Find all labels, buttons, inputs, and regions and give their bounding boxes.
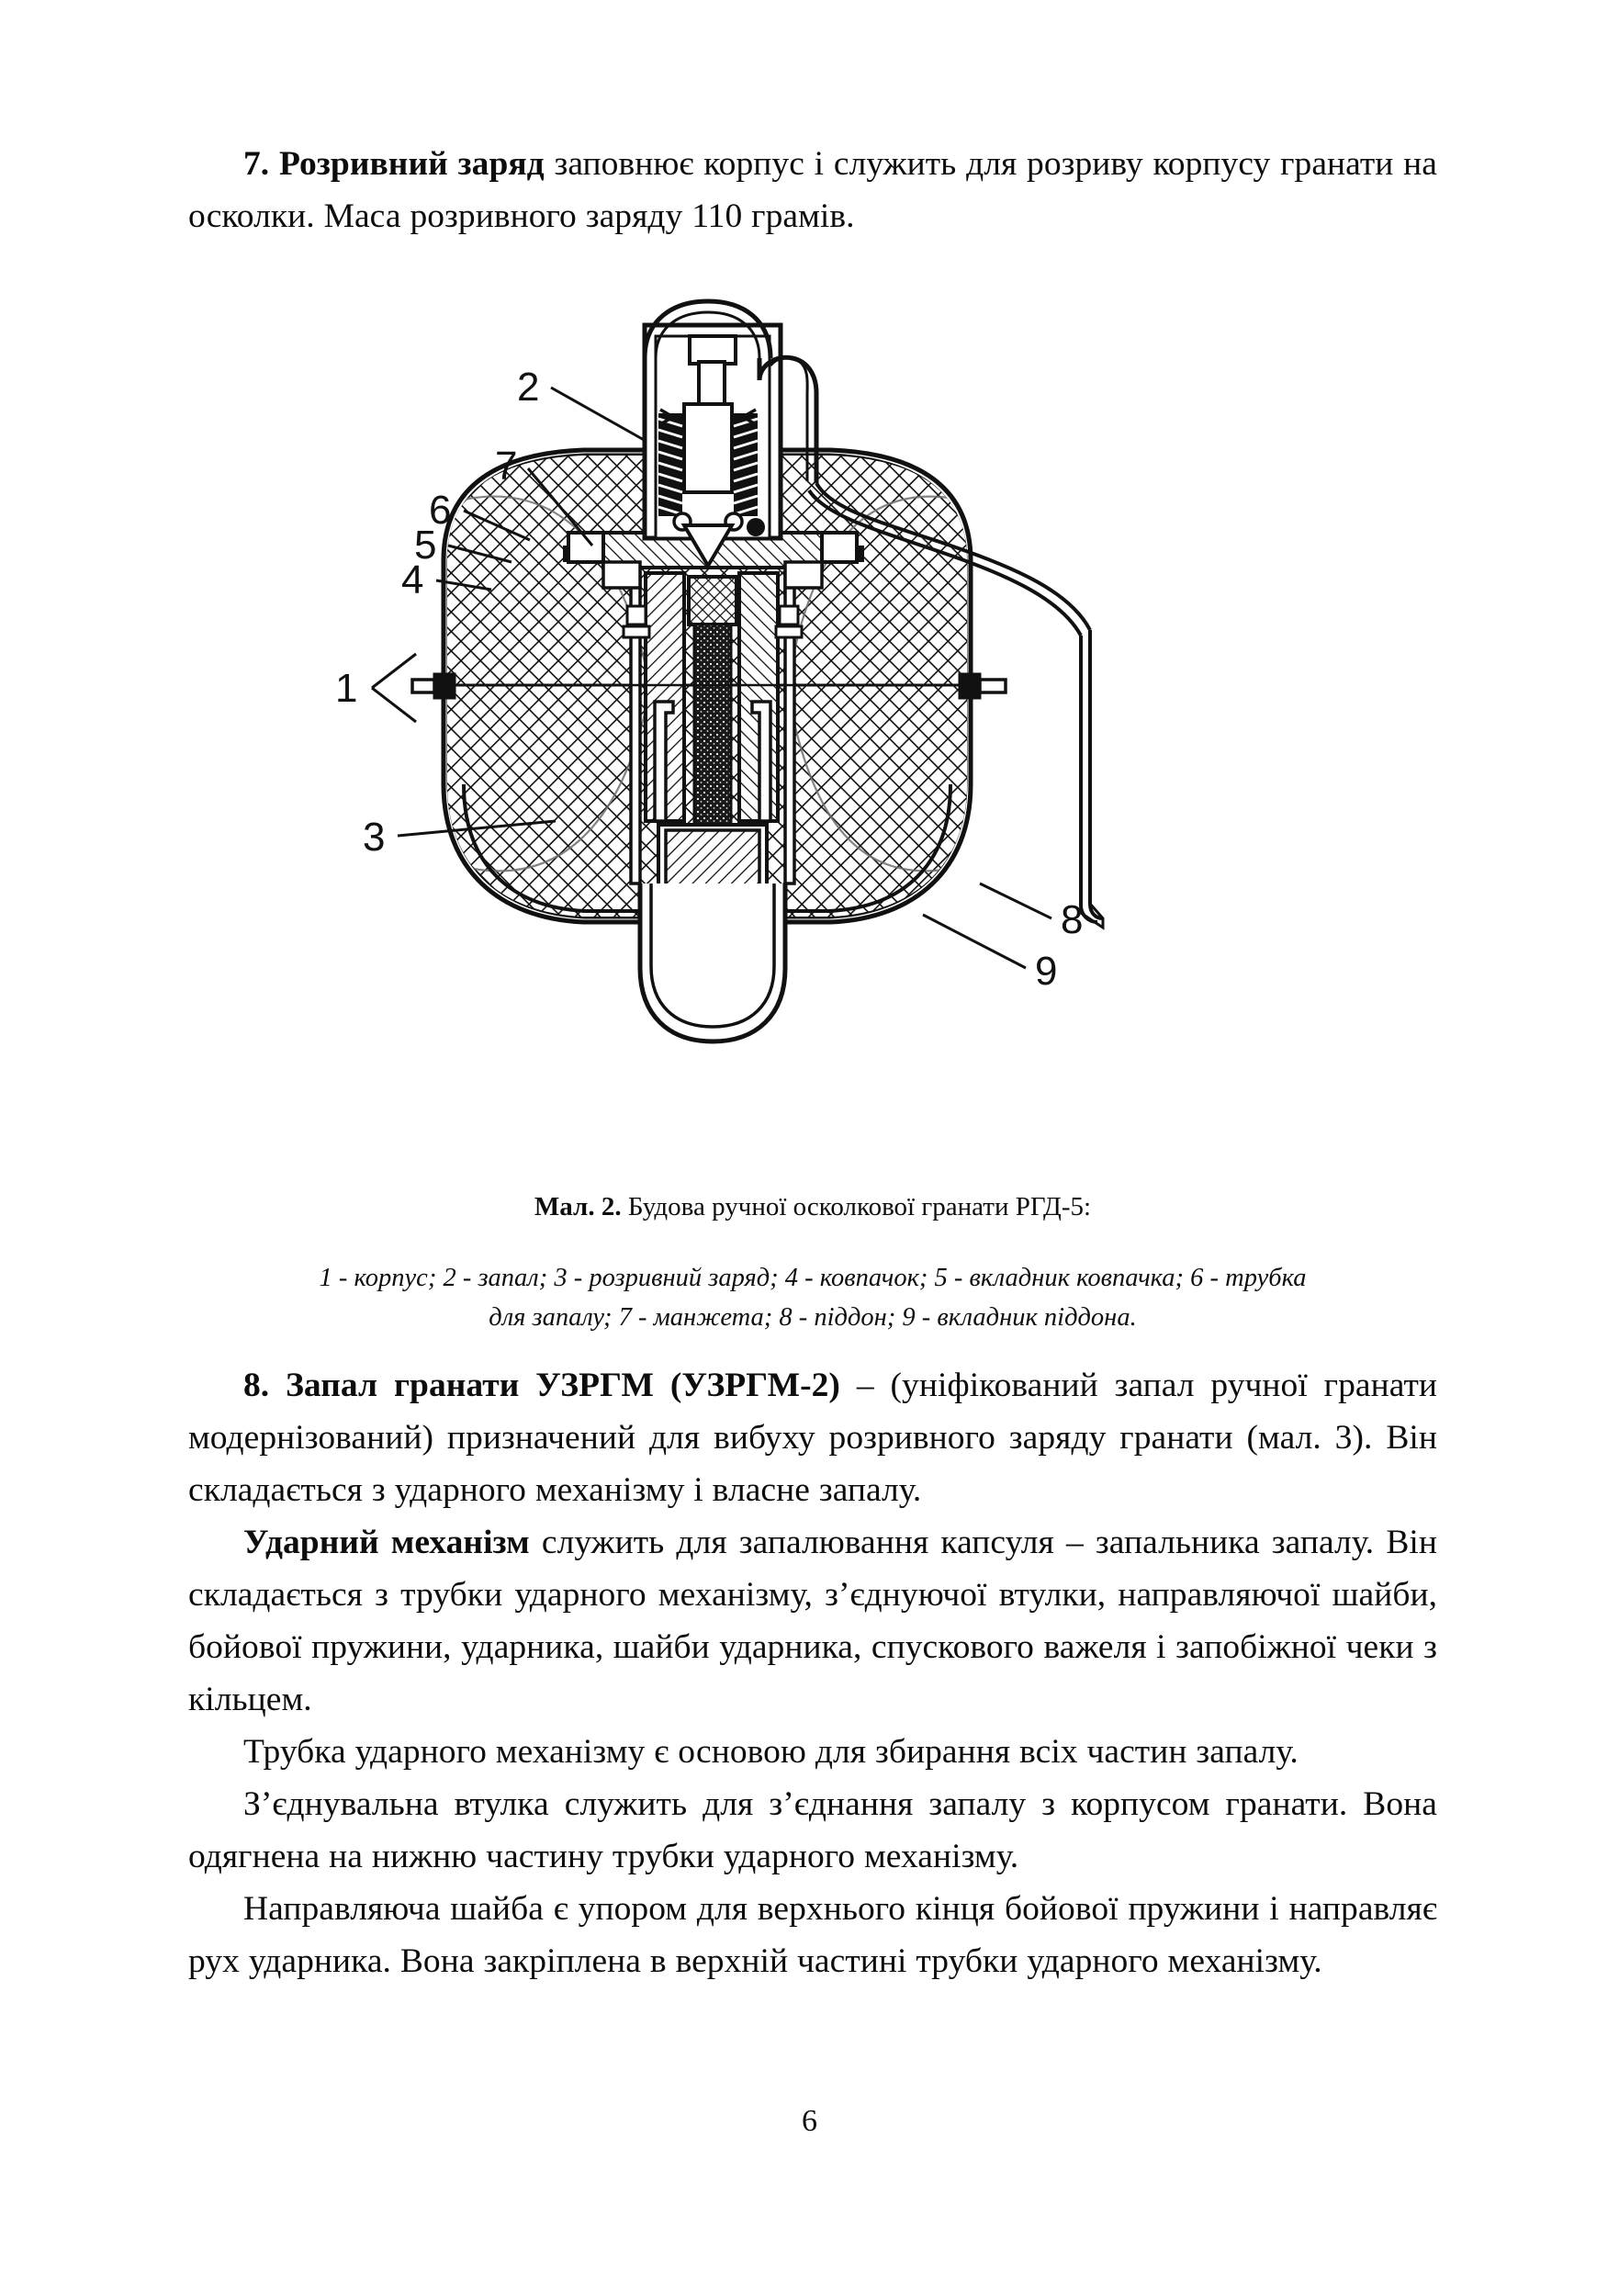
callout-8: 8 xyxy=(1061,897,1084,942)
paragraph-tube: Трубка ударного механізму є основою для збирання всіх частин запалу. xyxy=(243,1733,1299,1771)
page-number: 6 xyxy=(802,2104,817,2138)
callout-2: 2 xyxy=(517,365,540,410)
paragraph-striker-mechanism xyxy=(188,1516,1437,1726)
grenade-cutaway-drawing xyxy=(188,270,1437,1188)
figure-rgd5 xyxy=(188,270,1437,1188)
callout-7: 7 xyxy=(495,444,518,489)
page-content xyxy=(188,0,1437,1987)
striker-mechanism-text: служить для запалювання капсуля – запальника запалу. Він складається з трубки ударного механізму, з’єднуючої втулки, направляючої шайби, бойової пружини, ударника, шайби ударника, спускового важеля і запобіжної чеки з кільцем. xyxy=(188,1524,1437,1718)
figure-caption xyxy=(188,1188,1437,1225)
callout-6: 6 xyxy=(429,488,452,533)
paragraph-bushing: З’єднувальна втулка служить для з’єднання запалу з корпусом гранати. Вона одягнена на нижню частину трубки ударного механізму. xyxy=(188,1785,1437,1875)
item-8-term: 8. Запал гранати УЗРГМ (УЗРГМ-2) xyxy=(243,1367,840,1404)
item-7-text: заповнює корпус і служить для розриву корпусу гранати на осколки. Маса розривного заряду 110 грамів. xyxy=(188,145,1437,235)
striker-spring-right xyxy=(734,410,758,516)
figure-legend-line-2: для запалу; 7 - манжета; 8 - піддон; 9 - вкладник піддона. xyxy=(489,1303,1137,1332)
figure-legend-line-1: 1 - корпус; 2 - запал; 3 - розривний заряд; 4 - ковпачок; 5 - вкладник ковпачка; 6 - трубка xyxy=(319,1264,1307,1292)
item-7-term: 7. Розривний заряд xyxy=(243,145,545,183)
paragraph-guide-washer: Направляюча шайба є упором для верхнього кінця бойової пружини і направляє рух ударника. Вона закріплена в верхній частині трубки ударного механізму. xyxy=(188,1890,1437,1980)
figure-caption-lead: Мал. 2. xyxy=(534,1192,622,1221)
paragraph-item-7 xyxy=(188,138,1437,242)
callout-9: 9 xyxy=(1035,949,1058,994)
figure-caption-text: Будова ручної осколкової гранати РГД-5: xyxy=(621,1192,1092,1221)
striker-spring-left xyxy=(658,410,682,516)
paragraph-item-8 xyxy=(188,1359,1437,1516)
callout-5: 5 xyxy=(414,523,437,568)
item-8-text: – (уніфікований запал ручної гранати модернізований) призначений для вибуху розривного заряду гранати (мал. 3). Він складається з ударного механізму і власне запалу. xyxy=(188,1367,1438,1509)
callout-1: 1 xyxy=(335,666,358,711)
callout-3: 3 xyxy=(363,815,386,860)
striker-mechanism-term: Ударний механізм xyxy=(243,1524,530,1561)
callout-4: 4 xyxy=(401,557,424,602)
